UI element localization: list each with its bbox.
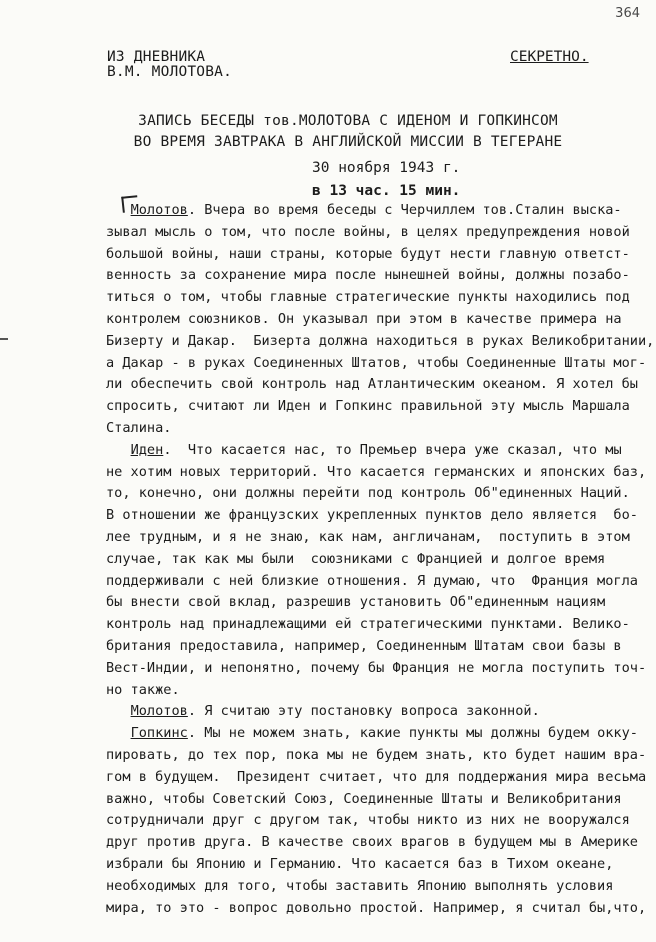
text-line: но также. — [106, 681, 180, 698]
paragraph-hopkins — [106, 745, 647, 919]
speech-text: . Что касается нас, то Премьер вчера уже сказал, что мы — [163, 441, 622, 458]
text-line: поддерживали с ней близкие отношения. Я думаю, что Франция могла — [106, 572, 638, 589]
speaker-name: Иден — [130, 441, 164, 458]
source-header — [107, 50, 232, 80]
document-title-line-2: ВО ВРЕМЯ ЗАВТРАКА В АНГЛИЙСКОЙ МИССИИ В ТЕГЕРАНЕ — [133, 134, 563, 150]
document-date: 30 ноября 1943 г. — [312, 160, 461, 176]
text-line: избрали бы Японию и Германию. Что касается баз в Тихом океане, — [106, 855, 614, 872]
text-line: Вест-Индии, и непонятно, почему бы Франция не могла поступить точ- — [106, 659, 647, 676]
paragraph-first-line — [106, 200, 626, 222]
text-line: зывал мысль о том, что после войны, в целях предупреждения новой — [106, 223, 630, 240]
binder-mark — [0, 338, 8, 340]
text-line: бы внести свой вклад, разрешив установить Об"единенным нациям — [106, 594, 606, 611]
text-line: лее трудным, и я не знаю, как нам, англичанам, поступить в этом — [106, 528, 630, 545]
text-line: британия предоставила, например, Соединенным Штатам свои базы в — [106, 637, 622, 654]
speaker-name: Молотов — [130, 202, 188, 218]
speaker-name: Гопкинс — [130, 725, 188, 742]
paragraph-eden — [106, 462, 647, 702]
text-line: большой войны, наши страны, которые будут нести главную ответст- — [106, 245, 630, 262]
speech-text: . Я считаю эту постановку вопроса законной. — [187, 703, 540, 720]
document-title-line-1: ЗАПИСЬ БЕСЕДЫ тов.МОЛОТОВА С ИДЕНОМ И ГОПКИНСОМ — [138, 113, 558, 129]
classification-stamp: СЕКРЕТНО. — [510, 49, 589, 65]
speech-text: . Вчера во время беседы с Черчиллем тов.Сталин выска- — [187, 202, 622, 218]
text-line: не хотим новых территорий. Что касается германских и японских баз, — [106, 463, 647, 480]
text-line: необходимых для того, чтобы заставить Японию выполнять условия — [106, 877, 614, 894]
text-line: Сталина. — [106, 419, 172, 436]
paragraph-first-line — [106, 723, 638, 745]
speaker-name: Молотов — [130, 703, 188, 720]
paragraph-first-line — [106, 440, 626, 462]
text-line: то, конечно, они должны перейти под контроль Об"единенных Наций. — [106, 485, 630, 502]
text-line: ли обеспечить свой контроль над Атлантическим океаном. Я хотел бы — [106, 376, 638, 393]
source-line-2: В.М. МОЛОТОВА. — [107, 64, 233, 80]
text-line: контролем союзников. Он указывал при этом в качестве примера на — [106, 310, 622, 327]
text-line: контроль над принадлежащими ей стратегическими пунктами. Велико- — [106, 616, 630, 633]
text-line: В отношении же французских укрепленных пунктов дело является бо- — [106, 507, 638, 524]
page-number: 364 — [615, 6, 640, 21]
text-line: пировать, до тех пор, пока мы не будем знать, кто будет нашим вра- — [106, 746, 647, 763]
paragraph-first-line — [106, 701, 626, 723]
document-time: в 13 час. 15 мин. — [312, 183, 461, 199]
paragraph-molotov-1 — [106, 222, 655, 440]
text-line: титься о том, чтобы главные стратегические пункты находились под — [106, 289, 630, 306]
text-line: важно, чтобы Советский Союз, Соединенные Штаты и Великобритания — [106, 790, 622, 807]
text-line: мира, то это - вопрос довольно простой. Например, я считал бы,что, — [106, 899, 647, 916]
speech-text: . Мы не можем знать, какие пункты мы должны будем окку- — [187, 725, 638, 742]
source-line-1: ИЗ ДНЕВНИКА — [107, 49, 206, 65]
text-line: друг против друга. В качестве своих врагов в будущем мы в Америке — [106, 834, 638, 851]
text-line: венность за сохранение мира после нынешней войны, должны позабо- — [106, 267, 630, 284]
text-line: спросить, считают ли Иден и Гопкинс правильной эту мысль Маршала — [106, 398, 630, 415]
text-line: сотрудничали друг с другом так, чтобы никто из них не вооружался — [106, 812, 630, 829]
text-line: а Дакар - в руках Соединенных Штатов, чтобы Соединенные Штаты мог- — [106, 354, 647, 371]
text-line: случае, так как мы были союзниками с Францией и долгое время — [106, 550, 606, 567]
text-line: Бизерту и Дакар. Бизерта должна находиться в руках Великобритании, — [106, 332, 655, 349]
text-line: гом в будущем. Президент считает, что для поддержания мира весьма — [106, 768, 647, 785]
transcript-body — [106, 200, 655, 919]
